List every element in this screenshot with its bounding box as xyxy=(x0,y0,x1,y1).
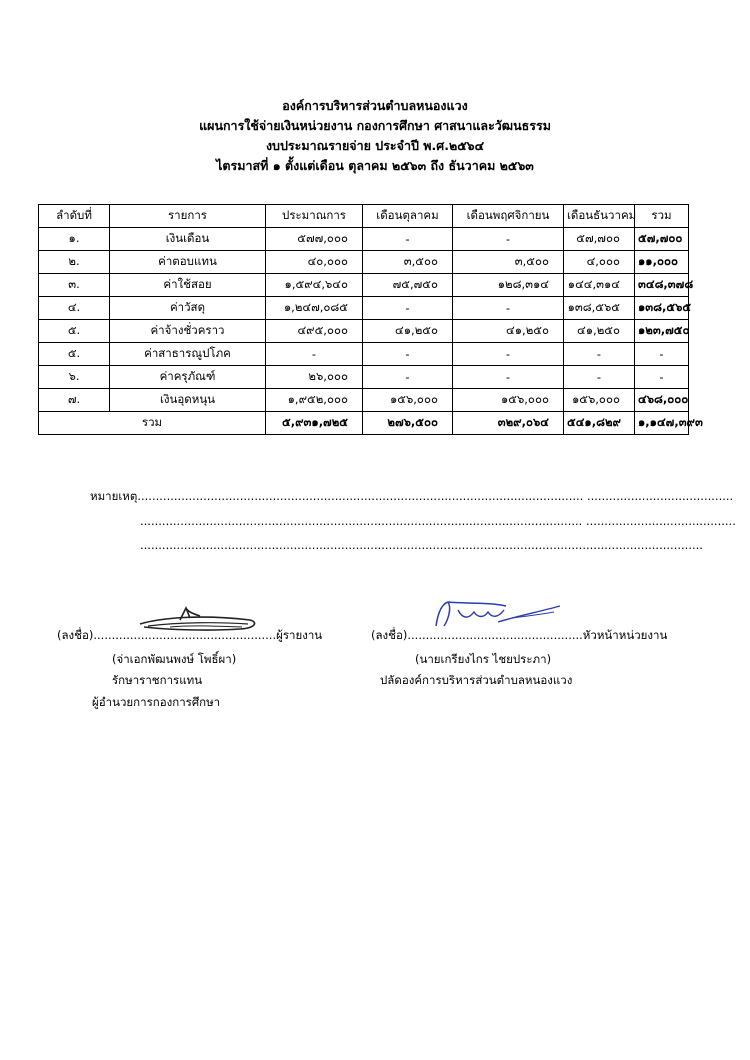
document-header xyxy=(0,96,750,176)
table-row xyxy=(39,343,689,366)
row-estimate: - xyxy=(266,343,363,366)
row-november: ๔๑,๒๕๐ xyxy=(453,320,564,343)
row-november: ๑๕๖,๐๐๐ xyxy=(453,389,564,412)
left-sign-line: (ลงชื่อ)..................................................ผู้รายงาน xyxy=(57,628,323,642)
row-item: เงินอุดหนุน xyxy=(110,389,266,412)
row-november: - xyxy=(453,228,564,251)
table-row xyxy=(39,251,689,274)
total-november: ๓๒๙,๐๖๔ xyxy=(453,412,564,435)
row-november: - xyxy=(453,343,564,366)
row-order: ๕. xyxy=(39,320,110,343)
row-estimate: ๔๐,๐๐๐ xyxy=(266,251,363,274)
col-header-total: รวม xyxy=(635,205,689,228)
row-total: - xyxy=(635,343,689,366)
table-row xyxy=(39,320,689,343)
row-item: เงินเดือน xyxy=(110,228,266,251)
row-total: ๑๓๘,๕๖๕ xyxy=(635,297,689,320)
row-order: ๖. xyxy=(39,366,110,389)
row-december: ๑๕๖,๐๐๐ xyxy=(564,389,635,412)
row-estimate: ๑,๒๔๗,๐๘๕ xyxy=(266,297,363,320)
table-total-row xyxy=(39,412,689,435)
total-october: ๒๗๖,๕๐๐ xyxy=(363,412,453,435)
col-header-november: เดือนพฤศจิกายน xyxy=(453,205,564,228)
left-signer-role-1: รักษาราชการแทน xyxy=(112,673,203,687)
row-order: ๒. xyxy=(39,251,110,274)
remark-line-1: หมายเหตุ.......................................................................................................................... ........................................ xyxy=(90,489,734,503)
row-order: ๑. xyxy=(39,228,110,251)
row-order: ๕. xyxy=(39,343,110,366)
total-sum: ๑,๑๔๗,๓๙๓ xyxy=(635,412,689,435)
row-item: ค่าวัสดุ xyxy=(110,297,266,320)
budget-year: งบประมาณรายจ่าย ประจำปี พ.ศ.๒๕๖๔ xyxy=(265,138,485,153)
row-october: ๓,๕๐๐ xyxy=(363,251,453,274)
total-label: รวม xyxy=(39,412,266,435)
table-header-row xyxy=(39,205,689,228)
total-estimate: ๕,๙๓๑,๗๒๕ xyxy=(266,412,363,435)
row-december: ๕๗,๗๐๐ xyxy=(564,228,635,251)
table-row xyxy=(39,389,689,412)
table-row xyxy=(39,228,689,251)
remark-line-2: ......................................................................................................................... ......................................... xyxy=(140,514,736,528)
row-october: - xyxy=(363,343,453,366)
row-november: - xyxy=(453,297,564,320)
row-estimate: ๑,๙๕๒,๐๐๐ xyxy=(266,389,363,412)
row-item: ค่าตอบแทน xyxy=(110,251,266,274)
table-row xyxy=(39,366,689,389)
right-signer-name: (นายเกรียงไกร ไชยประภา) xyxy=(415,652,552,666)
quarter-period: ไตรมาสที่ ๑ ตั้งแต่เดือน ตุลาคม ๒๕๖๓ ถึง ธันวาคม ๒๕๖๓ xyxy=(216,158,534,173)
row-total: - xyxy=(635,366,689,389)
row-october: ๑๕๖,๐๐๐ xyxy=(363,389,453,412)
row-item: ค่าใช้สอย xyxy=(110,274,266,297)
row-total: ๑๒๓,๗๕๐ xyxy=(635,320,689,343)
table-row xyxy=(39,274,689,297)
row-december: ๑๓๘,๕๖๕ xyxy=(564,297,635,320)
right-signer-role: ปลัดองค์การบริหารส่วนตำบลหนองแวง xyxy=(380,673,573,687)
budget-table xyxy=(38,204,703,435)
col-header-october: เดือนตุลาคม xyxy=(363,205,453,228)
row-item: ค่าจ้างชั่วคราว xyxy=(110,320,266,343)
row-total: ๓๔๘,๓๗๘ xyxy=(635,274,689,297)
row-december: ๔๑,๒๕๐ xyxy=(564,320,635,343)
row-item: ค่าครุภัณฑ์ xyxy=(110,366,266,389)
left-signer-role-2: ผู้อำนวยการกองการศึกษา xyxy=(92,695,221,709)
row-december: - xyxy=(564,366,635,389)
row-estimate: ๕๗๗,๐๐๐ xyxy=(266,228,363,251)
row-december: ๑๔๔,๓๑๔ xyxy=(564,274,635,297)
row-november: - xyxy=(453,366,564,389)
row-order: ๔. xyxy=(39,297,110,320)
row-order: ๗. xyxy=(39,389,110,412)
row-total: ๑๑,๐๐๐ xyxy=(635,251,689,274)
row-november: ๑๒๘,๓๑๔ xyxy=(453,274,564,297)
row-october: - xyxy=(363,228,453,251)
remark-line-3: .......................................................................................................................................................... xyxy=(140,538,703,552)
row-december: ๔,๐๐๐ xyxy=(564,251,635,274)
row-estimate: ๔๙๕,๐๐๐ xyxy=(266,320,363,343)
col-header-estimate: ประมาณการ xyxy=(266,205,363,228)
plan-title: แผนการใช้จ่ายเงินหน่วยงาน กองการศึกษา ศาสนาและวัฒนธรรม xyxy=(199,118,551,133)
row-total: ๔๖๘,๐๐๐ xyxy=(635,389,689,412)
row-estimate: ๒๖,๐๐๐ xyxy=(266,366,363,389)
row-order: ๓. xyxy=(39,274,110,297)
row-october: ๔๑,๒๕๐ xyxy=(363,320,453,343)
row-october: ๗๕,๗๕๐ xyxy=(363,274,453,297)
col-header-item: รายการ xyxy=(110,205,266,228)
row-total: ๕๗,๗๐๐ xyxy=(635,228,689,251)
right-sign-line: (ลงชื่อ)................................................หัวหน้าหน่วยงาน xyxy=(371,628,668,642)
org-name: องค์การบริหารส่วนตำบลหนองแวง xyxy=(282,98,468,113)
col-header-december: เดือนธันวาคม xyxy=(564,205,635,228)
left-signer-name: (จ่าเอกพัฒนพงษ์ โพธิ์ผา) xyxy=(112,652,237,666)
row-november: ๓,๕๐๐ xyxy=(453,251,564,274)
row-december: - xyxy=(564,343,635,366)
total-december: ๕๔๑,๘๒๙ xyxy=(564,412,635,435)
row-october: - xyxy=(363,297,453,320)
row-estimate: ๑,๕๙๔,๖๔๐ xyxy=(266,274,363,297)
row-october: - xyxy=(363,366,453,389)
row-item: ค่าสาธารณูปโภค xyxy=(110,343,266,366)
table-row xyxy=(39,297,689,320)
col-header-order: ลำดับที่ xyxy=(39,205,110,228)
